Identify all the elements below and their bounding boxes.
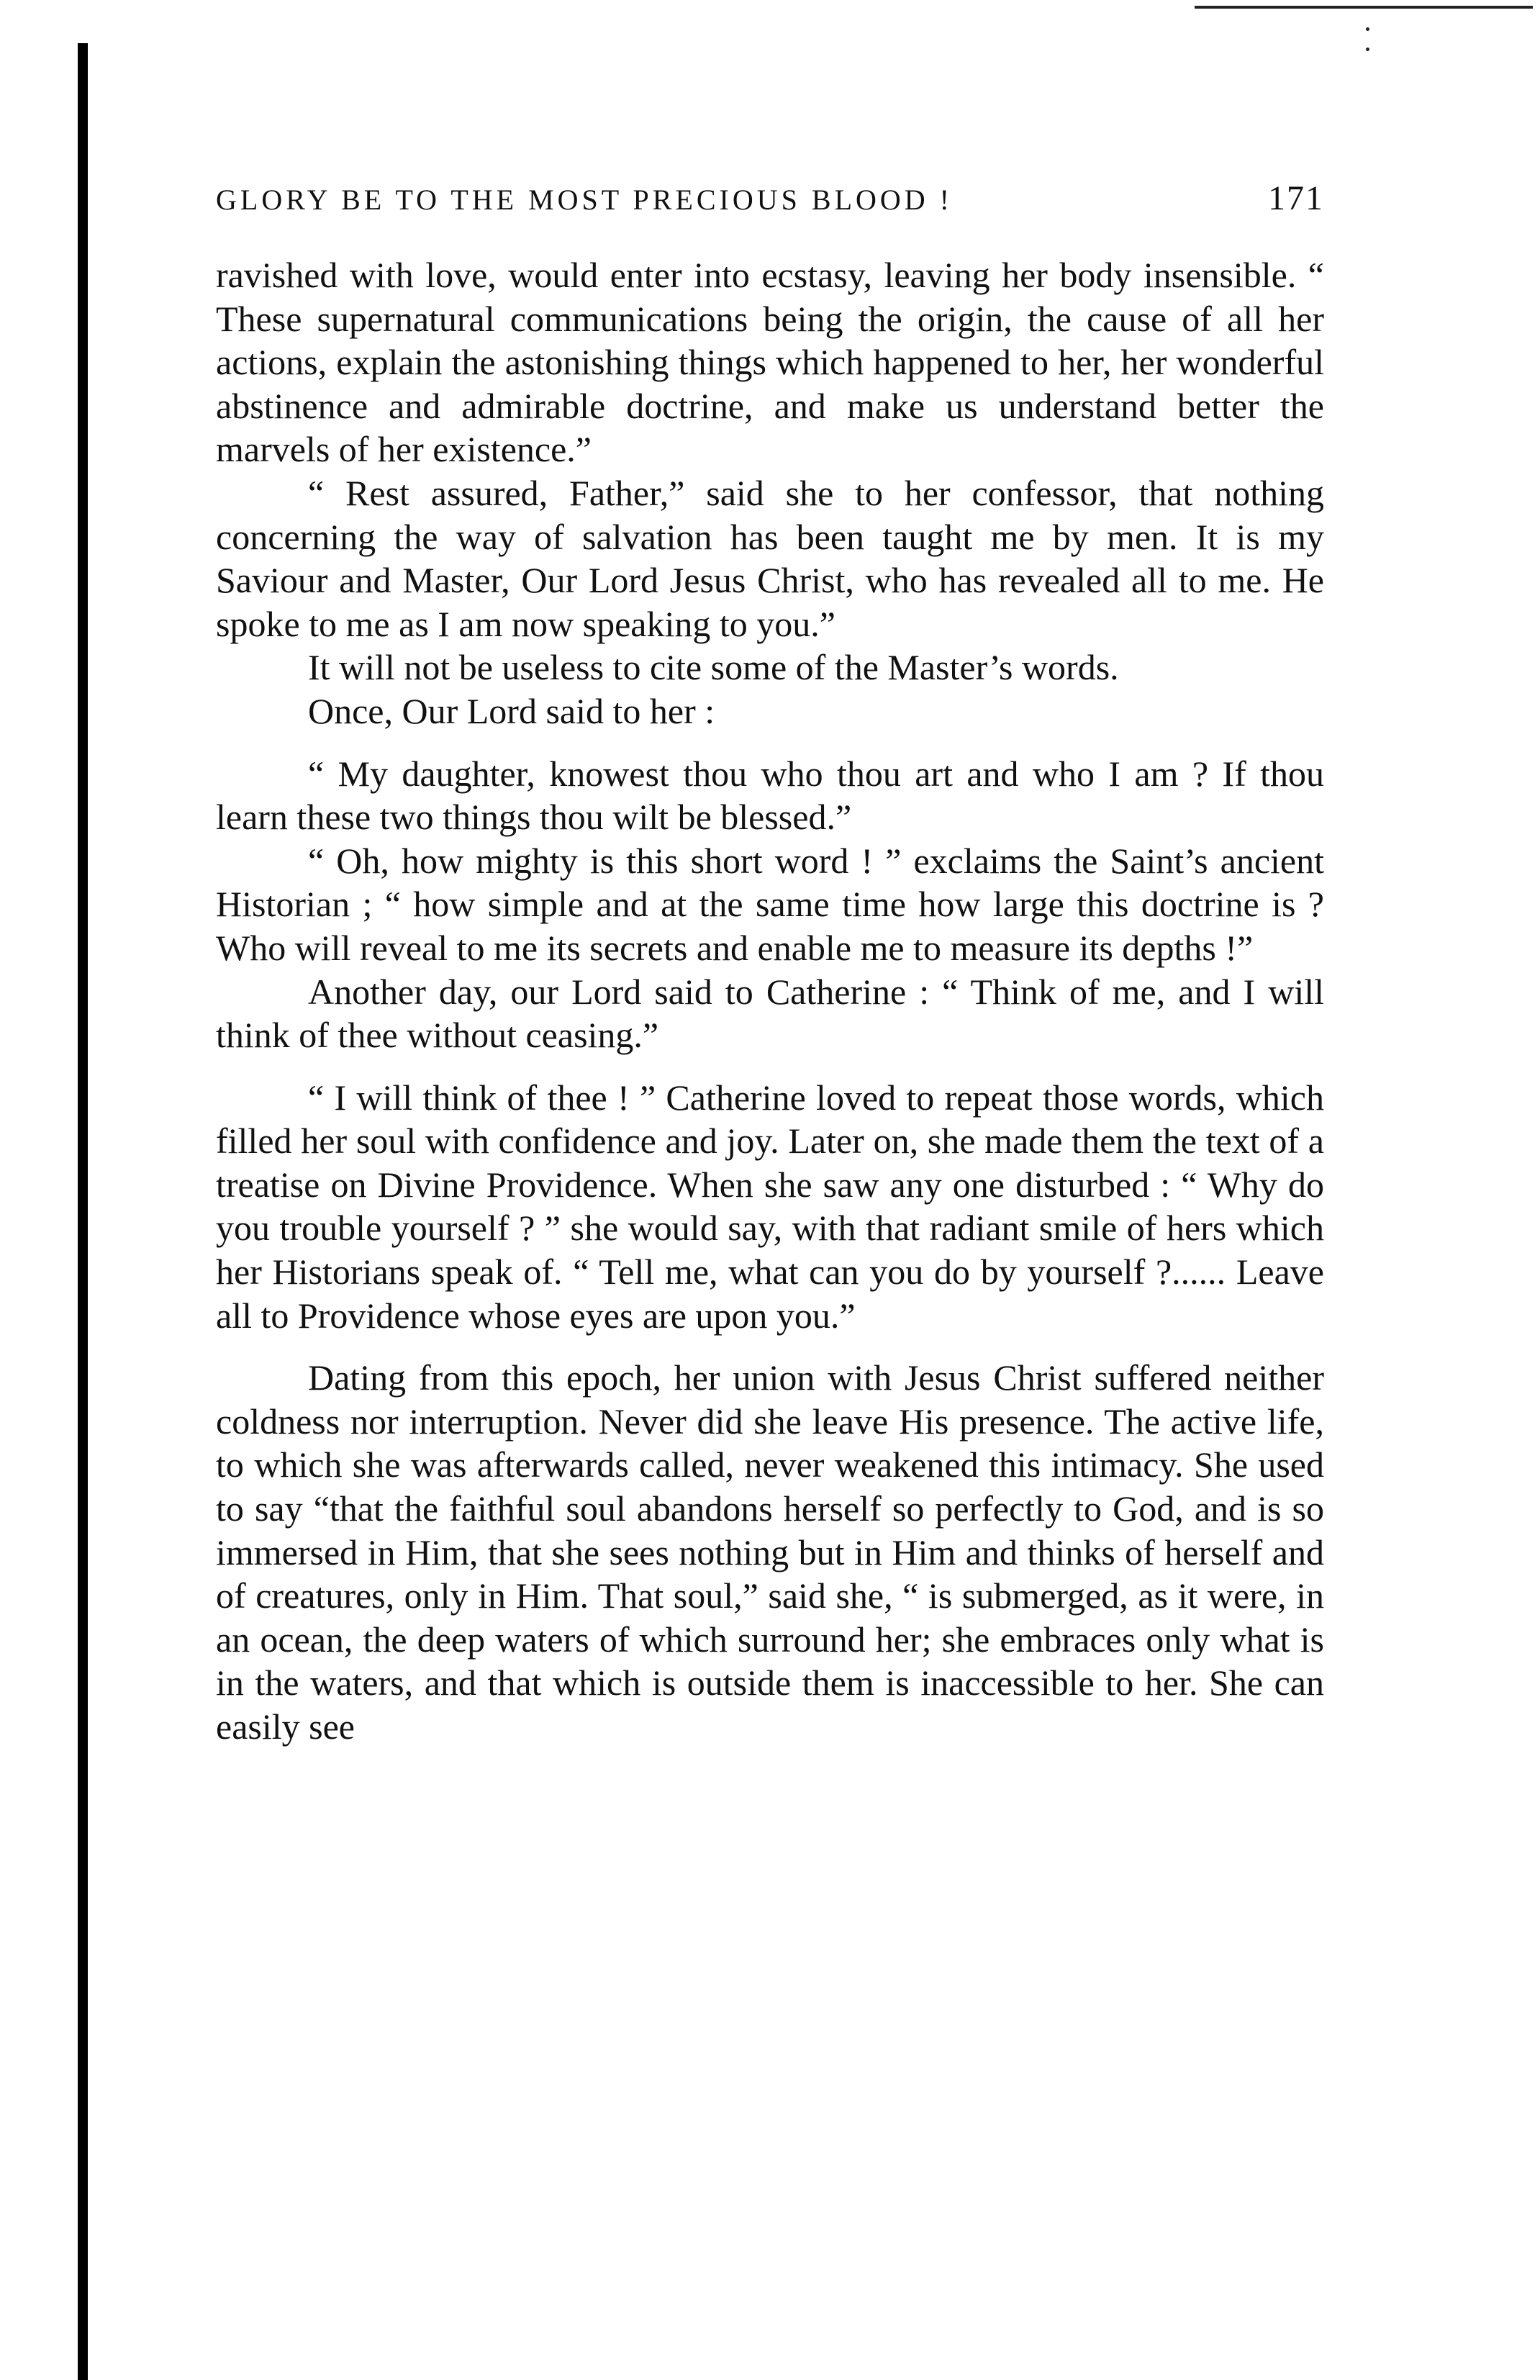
paragraph: ravished with love, would enter into ecstasy, leaving her body insensible. “ These supernatural communications being the origin, the cause of all her actions, explain the astonishing things which happened to her, her wonderful abstinence and admirable doctrine, and make us understand better the marvels of her existence.” xyxy=(216,255,1324,470)
scan-speck xyxy=(1366,47,1369,51)
paragraph: Once, Our Lord said to her : xyxy=(308,690,715,731)
text-column xyxy=(216,253,1324,1749)
scan-speck xyxy=(1366,27,1369,31)
paragraph: “ My daughter, knowest thou who thou art and who I am ? If thou learn these two things thou wilt be blessed.” xyxy=(216,753,1324,838)
paragraph: “ Rest assured, Father,” said she to her confessor, that nothing concerning the way of salvation has been taught me by men. It is my Saviour and Master, Our Lord Jesus Christ, who has revealed all to me. He spoke to me as I am now speaking to you.” xyxy=(216,472,1324,644)
running-title: GLORY BE TO THE MOST PRECIOUS BLOOD ! xyxy=(216,184,953,216)
page-number: 171 xyxy=(1268,179,1324,217)
paragraph: “ Oh, how mighty is this short word ! ” exclaims the Saint’s ancient Historian ; “ how simple and at the same time how large this doctrine is ? Who will reveal to me its secrets and enable me to measure its depths !” xyxy=(216,840,1324,968)
paragraph: It will not be useless to cite some of the Master’s words. xyxy=(308,647,1119,688)
paragraph: Dating from this epoch, her union with Jesus Christ suffered neither coldness nor interruption. Never did she leave His presence. The active life, to which she was afterwards called, never weakened this intimacy. She used to say “that the faithful soul abandons herself so perfectly to God, and is so immersed in Him, that she sees nothing but in Him and thinks of herself and of creatures, only in Him. That soul,” said she, “ is submerged, as it were, in an ocean, the deep waters of which surround her; she embraces only what is in the waters, and that which is outside them is inaccessible to her. She can easily see xyxy=(216,1357,1324,1747)
paragraph: “ I will think of thee ! ” Catherine loved to repeat those words, which filled her soul with confidence and joy. Later on, she made them the text of a treatise on Divine Providence. When she saw any one disturbed : “ Why do you trouble yourself ? ” she would say, with that radiant smile of hers which her Historians speak of. “ Tell me, what can you do by yourself ?...... Leave all to Providence whose eyes are upon you.” xyxy=(216,1077,1324,1336)
scan-top-rule xyxy=(1195,6,1533,9)
scan-binding-edge xyxy=(78,43,88,2380)
paragraph: Another day, our Lord said to Catherine : “ Think of me, and I will think of thee without ceasing.” xyxy=(216,971,1324,1056)
running-head xyxy=(216,178,1324,218)
